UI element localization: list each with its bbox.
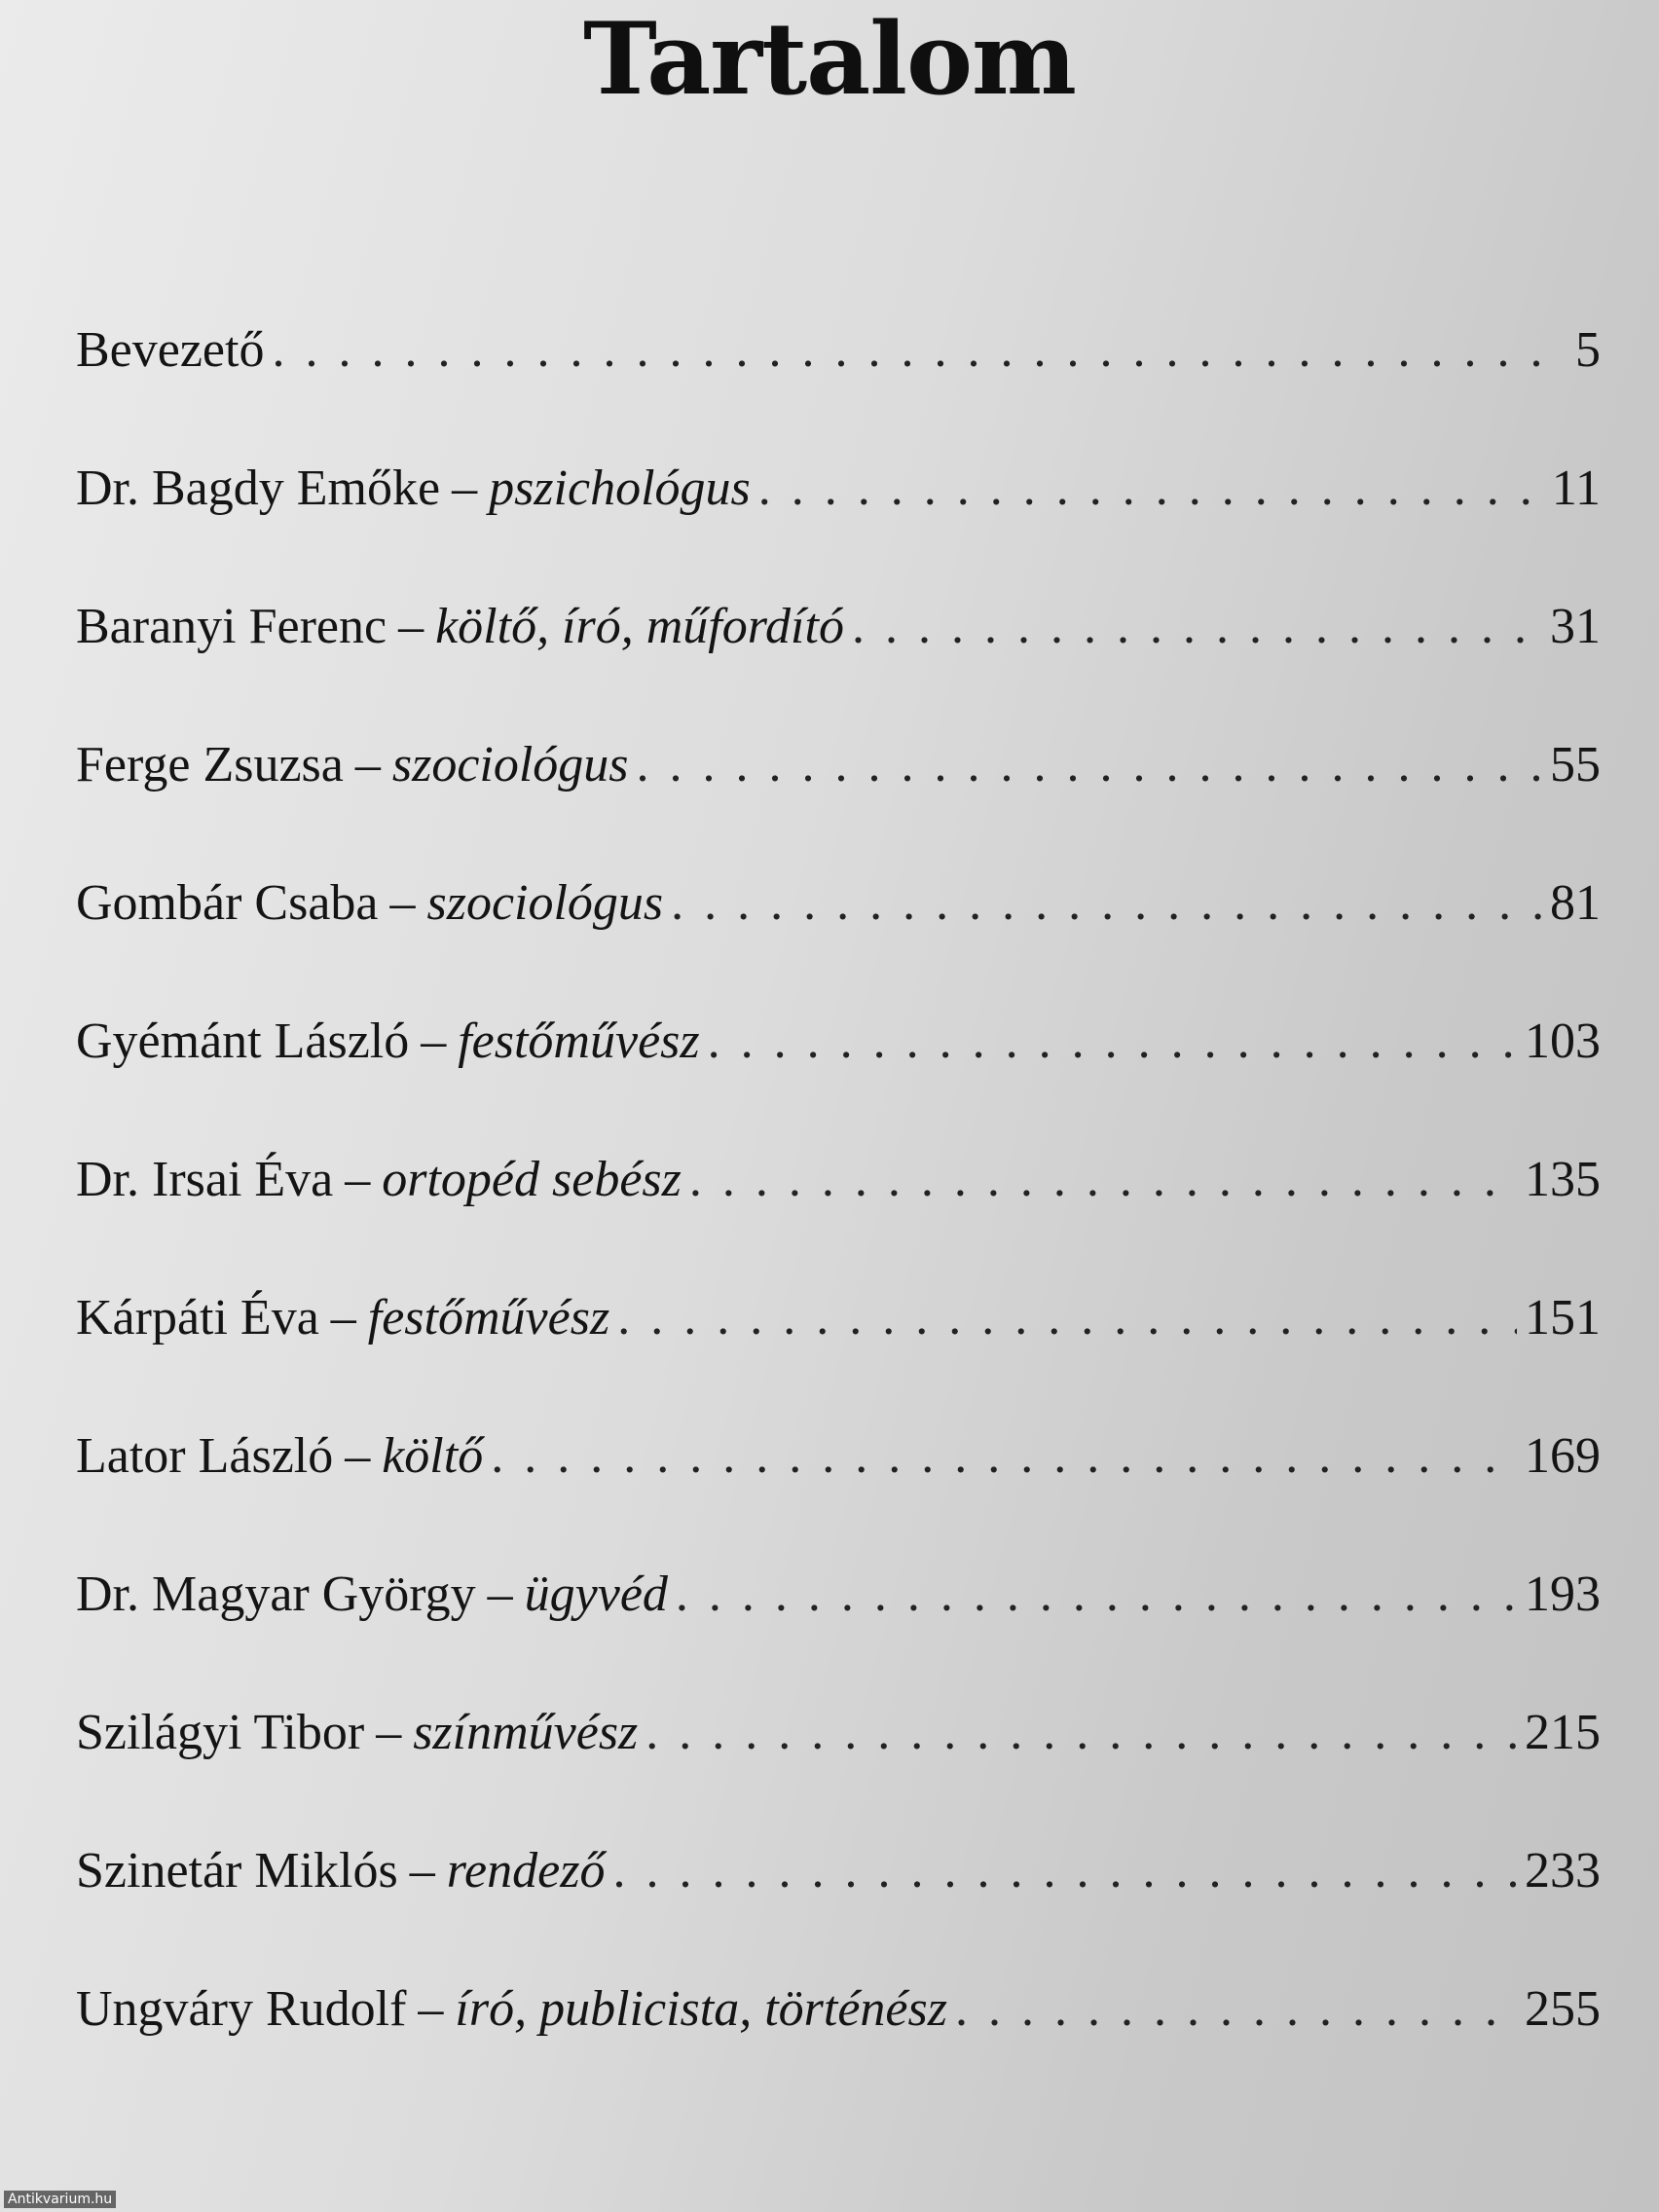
dot-leader (689, 1151, 1517, 1209)
dot-leader (676, 1566, 1517, 1624)
entry-dash: – (345, 1428, 371, 1484)
entry-page-number: 215 (1525, 1705, 1601, 1760)
dot-leader (272, 321, 1554, 380)
toc-entry (76, 874, 1601, 1013)
entry-page-number: 233 (1525, 1843, 1601, 1899)
entry-page-number: 81 (1550, 875, 1601, 931)
entry-name: Gombár Csaba (76, 875, 379, 931)
entry-page-number: 169 (1525, 1428, 1601, 1484)
dot-leader (758, 460, 1544, 518)
dot-leader (612, 1842, 1517, 1900)
toc-entry (76, 598, 1601, 736)
toc-entry (76, 1151, 1601, 1289)
entry-role: szociológus (391, 737, 629, 793)
dot-leader (637, 736, 1542, 794)
dot-leader (645, 1704, 1517, 1762)
entry-role: költő, író, műfordító (435, 599, 844, 654)
entry-role: festőművész (367, 1290, 610, 1346)
toc-entry (76, 1566, 1601, 1704)
entry-page-number: 135 (1525, 1152, 1601, 1207)
entry-name: Gyémánt László (76, 1014, 410, 1069)
entry-role: ortopéd sebész (382, 1152, 682, 1207)
toc-entry (76, 1289, 1601, 1427)
entry-dash: – (345, 1152, 371, 1207)
toc-entry (76, 1427, 1601, 1566)
entry-name: Bevezető (76, 322, 265, 378)
toc-entry (76, 736, 1601, 874)
table-of-contents (76, 321, 1601, 2119)
entry-page-number: 5 (1575, 322, 1601, 378)
entry-name: Baranyi Ferenc (76, 599, 387, 654)
entry-name: Dr. Bagdy Emőke (76, 461, 441, 516)
entry-role: pszichológus (489, 461, 751, 516)
entry-dash: – (389, 875, 416, 931)
entry-role: rendező (446, 1843, 606, 1899)
dot-leader (491, 1427, 1517, 1486)
entry-name: Dr. Irsai Éva (76, 1152, 334, 1207)
entry-role: író, publicista, történész (455, 1981, 947, 2037)
toc-entry (76, 460, 1601, 598)
toc-entry (76, 1842, 1601, 1980)
entry-name: Szinetár Miklós (76, 1843, 398, 1899)
entry-name: Kárpáti Éva (76, 1290, 319, 1346)
entry-dash: – (376, 1705, 402, 1760)
entry-page-number: 55 (1550, 737, 1601, 793)
entry-dash: – (330, 1290, 356, 1346)
entry-role: színművész (413, 1705, 639, 1760)
entry-dash: – (409, 1843, 435, 1899)
entry-name: Lator László (76, 1428, 334, 1484)
entry-dash: – (398, 599, 424, 654)
entry-page-number: 255 (1525, 1981, 1601, 2037)
toc-entry-intro (76, 321, 1601, 460)
toc-entry (76, 1980, 1601, 2119)
dot-leader (671, 874, 1542, 933)
entry-name: Ferge Zsuzsa (76, 737, 344, 793)
entry-dash: – (487, 1567, 513, 1622)
watermark: Antikvarium.hu (4, 2191, 116, 2208)
entry-role: költő (382, 1428, 484, 1484)
entry-name: Dr. Magyar György (76, 1567, 476, 1622)
dot-leader (617, 1289, 1517, 1347)
entry-page-number: 103 (1525, 1014, 1601, 1069)
entry-name: Ungváry Rudolf (76, 1981, 407, 2037)
entry-role: szociológus (426, 875, 664, 931)
page-title: Tartalom (583, 1, 1076, 118)
entry-dash: – (421, 1014, 447, 1069)
dot-leader (955, 1980, 1517, 2039)
entry-page-number: 11 (1551, 461, 1601, 516)
entry-dash: – (452, 461, 478, 516)
entry-role: festőművész (458, 1014, 700, 1069)
entry-page-number: 31 (1550, 599, 1601, 654)
entry-dash: – (418, 1981, 444, 2037)
toc-entry (76, 1704, 1601, 1842)
entry-name: Szilágyi Tibor (76, 1705, 365, 1760)
entry-page-number: 151 (1525, 1290, 1601, 1346)
dot-leader (852, 598, 1542, 656)
entry-role: ügyvéd (524, 1567, 668, 1622)
toc-entry (76, 1013, 1601, 1151)
dot-leader (708, 1013, 1517, 1071)
entry-page-number: 193 (1525, 1567, 1601, 1622)
entry-dash: – (354, 737, 381, 793)
